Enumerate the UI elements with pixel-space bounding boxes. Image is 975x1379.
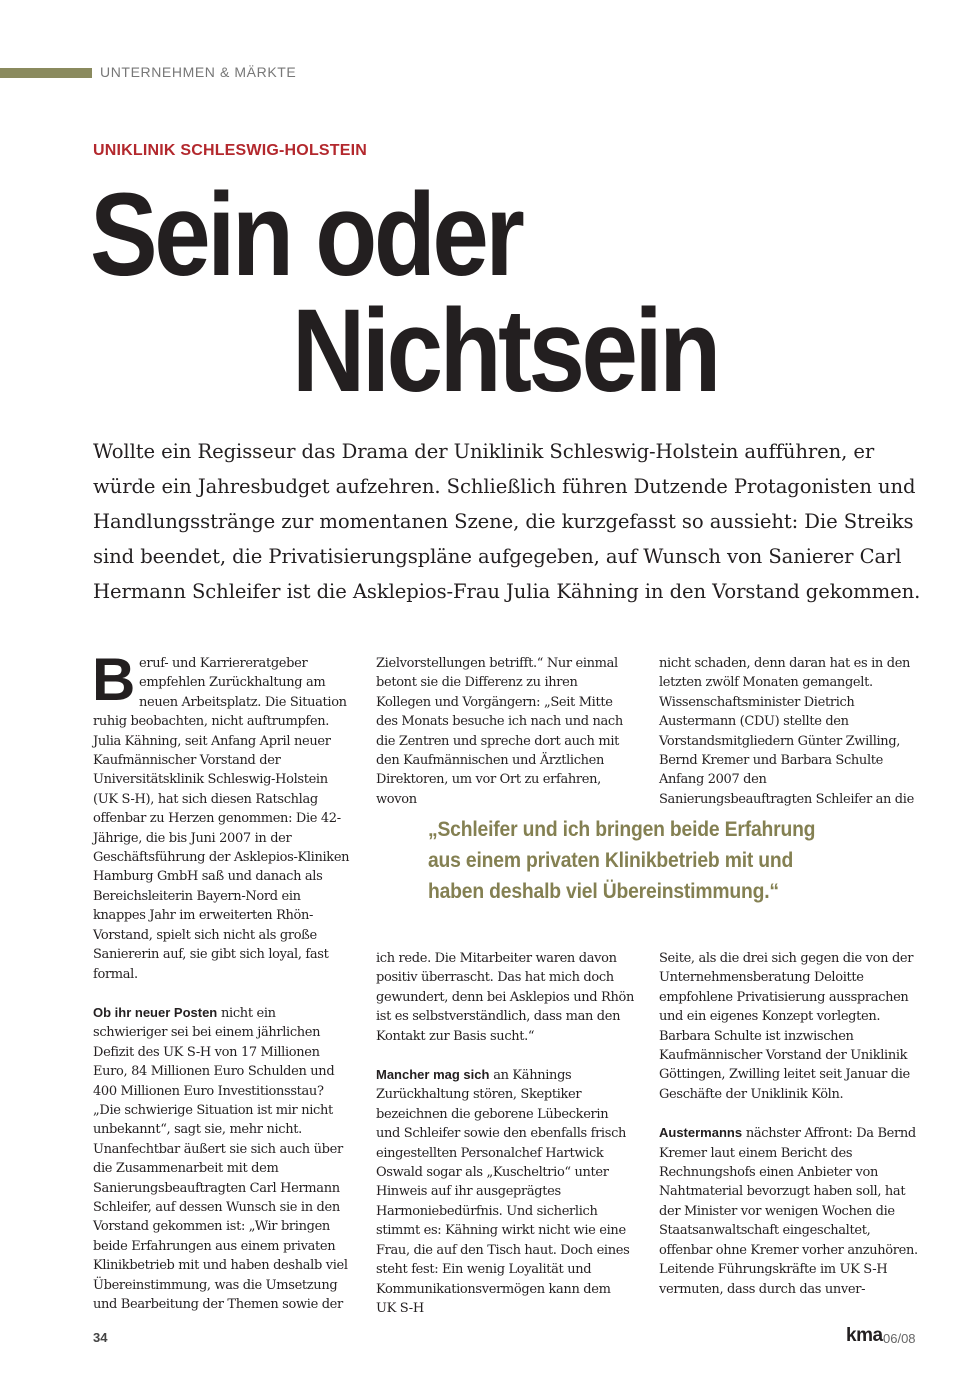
paragraph-text: nicht schaden, denn daran hat es in den letzten zwölf Monaten gemangelt. Wissenschaftsminister Dietrich Austermann (CDU) stellte den Vorstandsmitgliedern Günter Zwilling, Bernd Kremer und Barbara Schulte Anfang 2007 den Sanierungsbeauftragten Schleifer an die — [659, 656, 914, 807]
paragraph-text: Zielvorstellungen betrifft.“ Nur einmal betont sie die Differenz zu ihren Kollegen und Vorgängern: „Seit Mitte des Monats besuche ich nach und nach die Zentren und spreche dort auch mit den Kaufmännischen und Ärztlichen Direktoren, um vor Ort zu erfahren, wovon — [376, 656, 623, 807]
headline-line-2: Nichtsein — [292, 285, 718, 417]
column-2-top — [376, 654, 634, 809]
paragraph-text: ich rede. Die Mitarbeiter waren davon positiv überrascht. Das hat mich doch gewundert, denn bei Asklepios und Rhön ist es selbstverständlich, dass man den Kontakt zur Basis sucht.“ — [376, 951, 634, 1044]
issue-number: 06/08 — [883, 1331, 916, 1346]
article-kicker: UNIKLINIK SCHLESWIG-HOLSTEIN — [93, 142, 368, 159]
lead-paragraph: Wollte ein Regisseur das Drama der Uniklinik Schleswig-Holstein aufführen, er würde ein Jahresbudget aufzehren. Schließlich führen Dutzende Protagonisten und Handlungsstränge zur momentanen Szene, die kurzgefasst so aussieht: Die Streiks sind beendet, die Privatisierungspläne aufgegeben, auf Wunsch von Sanierer Carl Hermann Schleifer ist die Asklepios-Frau Julia Kähning in den Vorstand gekommen. — [93, 440, 921, 603]
headline-line-1: Sein oder — [90, 169, 522, 301]
column-3-bottom — [659, 949, 919, 1299]
magazine-logo: kma — [846, 1325, 883, 1346]
run-in-heading: Mancher mag sich — [376, 1067, 490, 1083]
body-paragraph — [376, 1065, 634, 1318]
body-paragraph — [92, 646, 351, 984]
column-3-top — [659, 654, 919, 809]
column-1 — [92, 646, 351, 1314]
drop-cap: B — [92, 646, 135, 713]
section-label: UNTERNEHMEN & MÄRKTE — [100, 64, 297, 80]
section-color-bar — [0, 68, 92, 78]
paragraph-text: nächster Affront: Da Bernd Kremer laut einem Bericht des Rechnungshofs einen Anbieter von Nahtmaterial bevorzugt haben soll, hat der Minister vor wenigen Wochen die Staatsanwaltschaft eingeschaltet, offenbar ohne Kremer vorher anzuhören. Leitende Führungskräfte im UK S-H vermuten, dass durch das unver- — [659, 1126, 918, 1297]
paragraph-text: Seite, als die drei sich gegen die von der Unternehmensberatung Deloitte empfohlene Privatisierung aussprachen und ein eigenes Konzept vorlegten. Barbara Schulte ist inzwischen Kaufmännischer Vorstand der Uniklinik Göttingen, Zwilling leitet seit Januar die Geschäfte der Uniklinik Köln. — [659, 951, 914, 1102]
page-number: 34 — [93, 1330, 108, 1345]
pull-quote: „Schleifer und ich bringen beide Erfahrung aus einem privaten Klinikbetrieb mit und haben deshalb viel Übereinstimmung.“ — [428, 818, 816, 903]
run-in-heading: Ob ihr neuer Posten — [93, 1004, 218, 1020]
body-paragraph — [659, 1123, 919, 1299]
paragraph-text: eruf- und Karriereratgeber empfehlen Zurückhaltung am neuen Arbeitsplatz. Die Situation ruhig beobachten, nicht auftrumpfen. Julia Kähning, seit Anfang April neuer Kaufmännischer Vorstand der Universitätsklinik Schleswig-Holstein (UK S-H), hat sich diesen Ratschlag offenbar zu Herzen genommen: Die 42-Jährige, die bis Juni 2007 in der Geschäftsführung der Asklepios-Kliniken Hamburg GmbH saß und danach als Bereichsleiterin Bayern-Nord ein knappes Jahr im erweiterten Rhön-Vorstand, spielt sich nicht als große Saniererin auf, sie gibt sich loyal, fast formal. — [93, 656, 350, 982]
run-in-heading: Austermanns — [659, 1125, 743, 1141]
body-paragraph — [93, 1003, 351, 1315]
paragraph-text: an Kähnings Zurückhaltung stören, Skeptiker bezeichnen die geborene Lübeckerin und Schleifer sowie den ebenfalls frisch eingestellten Personalchef Hartwick Oswald sogar als „Kuscheltrio“ unter Hinweis auf ihr ausgeprägtes Harmoniebedürfnis. Und sicherlich stimmt es: Kähning wirkt nicht wie eine Frau, die auf den Tisch haut. Doch eines steht fest: Ein wenig Loyalität und Kommunikationsvermögen kann dem UK S-H — [376, 1068, 630, 1316]
column-2-bottom — [376, 949, 634, 1318]
paragraph-text: nicht ein schwieriger sei bei einem jährlichen Defizit des UK S-H von 17 Millionen Euro, 84 Millionen Euro Schulden und 400 Millionen Euro Investitionsstau? „Die schwierige Situation ist mir nicht unbekannt“, sagt sie, mehr nicht. Unanfechtbar äußert sie sich auch über die Zusammenarbeit mit dem Sanierungsbeauftragten Carl Hermann Schleifer, auf dessen Wunsch sie in den Vorstand gekommen ist: „Wir bringen beide Erfahrungen aus einem privaten Klinikbetrieb mit und haben deshalb viel Übereinstimmung, was die Umsetzung und Bearbeitung der Themen sowie der — [93, 1005, 348, 1312]
